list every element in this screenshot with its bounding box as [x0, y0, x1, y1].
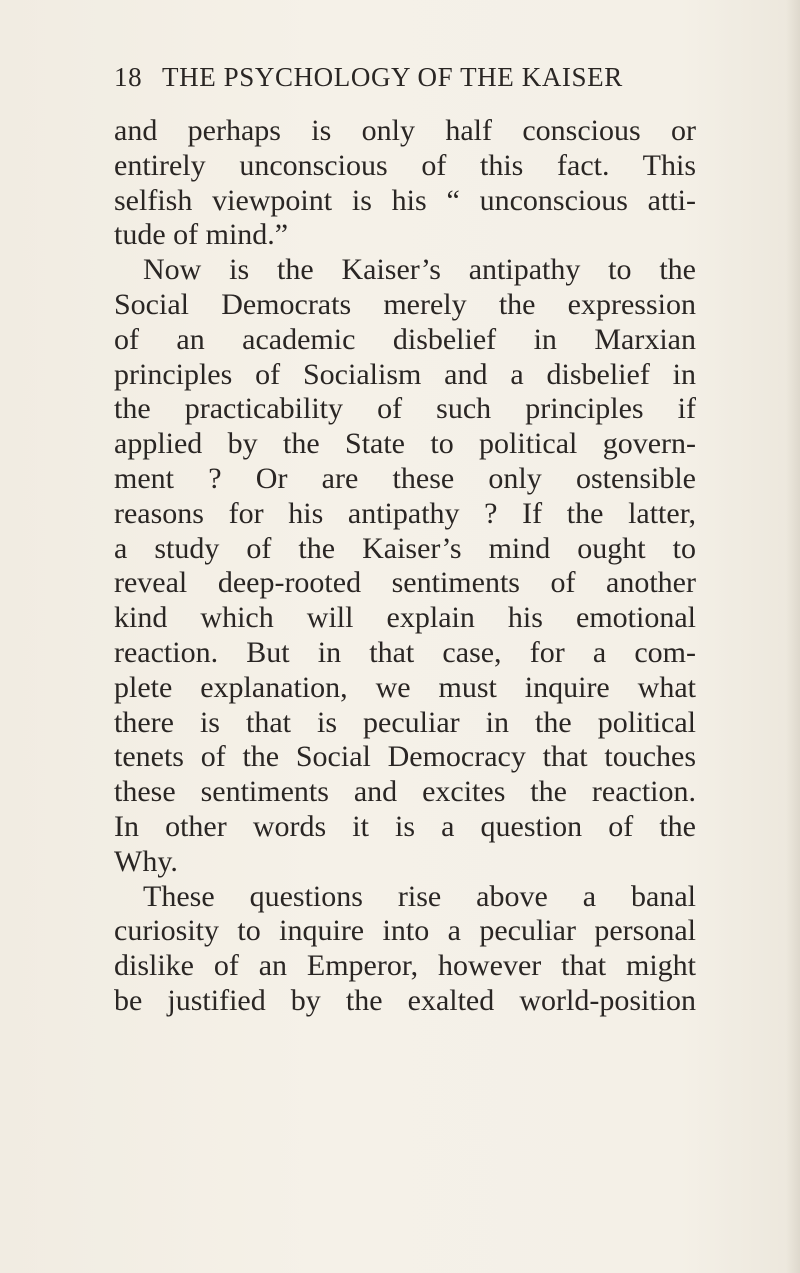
text-line: the practicability of such principles if — [114, 392, 696, 426]
text-line: Now is the Kaiser’s antipathy to the — [143, 253, 696, 287]
text-line: reaction. But in that case, for a com- — [114, 635, 696, 669]
text-line: entirely unconscious of this fact. This — [114, 148, 696, 182]
page-header — [114, 62, 684, 98]
body-text — [114, 114, 696, 1019]
text-line: dislike of an Emperor, however that might — [114, 949, 696, 983]
text-line: principles of Socialism and a disbelief in — [114, 357, 696, 391]
text-line: reveal deep-rooted sentiments of another — [114, 566, 696, 600]
text-line: curiosity to inquire into a peculiar personal — [114, 914, 696, 948]
text-line: These questions rise above a banal — [143, 879, 696, 913]
text-line: applied by the State to political govern- — [114, 427, 696, 461]
text-line: of an academic disbelief in Marxian — [114, 322, 696, 356]
text-line: Social Democrats merely the expression — [114, 287, 696, 321]
running-title: THE PSYCHOLOGY OF THE KAISER — [162, 62, 623, 92]
text-line: In other words it is a question of the — [114, 809, 696, 843]
text-line: tenets of the Social Democracy that touches — [114, 740, 696, 774]
text-line: a study of the Kaiser’s mind ought to — [114, 531, 696, 565]
text-line: Why. — [114, 844, 178, 878]
text-line: and perhaps is only half conscious or — [114, 114, 696, 147]
text-line: these sentiments and excites the reaction. — [114, 775, 696, 809]
text-line: selfish viewpoint is his “ unconscious atti- — [114, 183, 696, 217]
text-line: reasons for his antipathy ? If the latter, — [114, 496, 696, 530]
text-line: there is that is peculiar in the political — [114, 705, 696, 739]
page-number: 18 — [114, 62, 143, 92]
text-line: kind which will explain his emotional — [114, 601, 696, 635]
page-edge-shadow — [786, 0, 800, 1273]
text-line: ment ? Or are these only ostensible — [114, 461, 696, 495]
text-line: tude of mind.” — [114, 218, 289, 252]
text-line: be justified by the exalted world-position — [114, 983, 696, 1017]
text-line: plete explanation, we must inquire what — [114, 670, 696, 704]
